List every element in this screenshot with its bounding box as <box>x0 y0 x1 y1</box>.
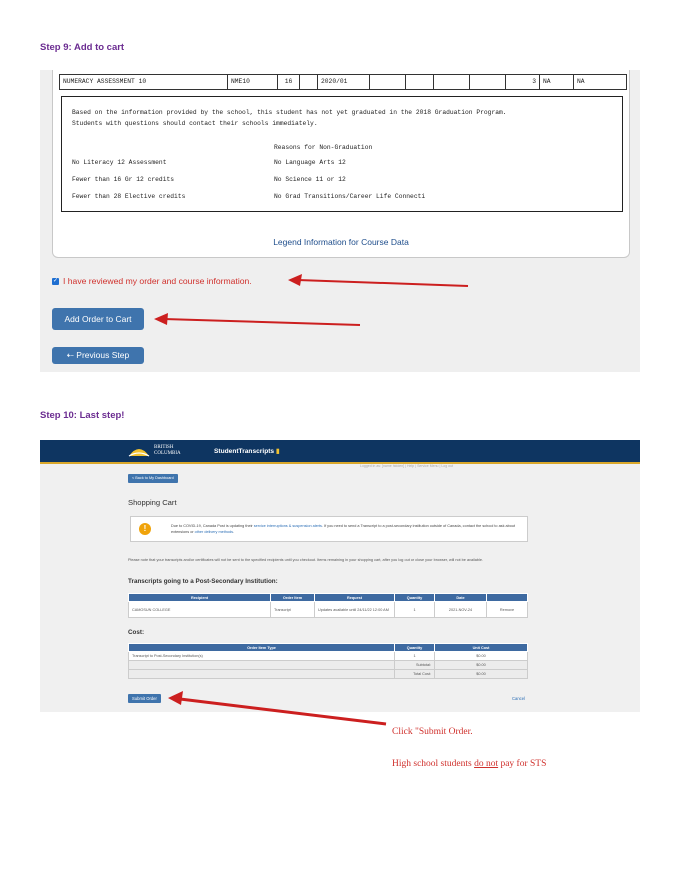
alert-text-part: . If you need to send a Transcript to a post-secondary institution outside of Canada, contact the school to ask about extensions or <box>171 524 516 534</box>
subtotal-value: $0.00 <box>435 661 528 670</box>
quantity-cell: 1 <box>395 602 435 618</box>
reason-right: No Grad Transitions/Career Life Connecti <box>274 193 426 200</box>
subtotal-label: Subtotal: <box>395 661 435 670</box>
students-note-part: pay for STS <box>498 759 547 769</box>
service-alerts-link[interactable]: service interruptions & suspension alerts <box>253 524 322 528</box>
reason-left: Fewer than 16 Gr 12 credits <box>72 176 175 183</box>
arrowhead-icon <box>168 691 183 705</box>
review-label: I have reviewed my order and course information. <box>63 276 252 286</box>
course-code-cell: NME10 <box>228 75 278 89</box>
document-icon: ▮ <box>275 448 280 455</box>
legend-link[interactable]: Legend Information for Course Data <box>273 237 409 247</box>
credits-cell: 16 <box>278 75 300 89</box>
na-cell: NA <box>540 75 574 89</box>
reasons-heading: Reasons for Non-Graduation <box>274 144 373 151</box>
message-line-2: Students with questions should contact their schools immediately. <box>72 120 318 127</box>
reason-right: No Science 11 or 12 <box>274 176 346 183</box>
add-order-to-cart-button[interactable]: Add Order to Cart <box>52 308 144 330</box>
psi-heading: Transcripts going to a Post-Secondary Institution: <box>128 578 278 585</box>
reason-left: Fewer than 28 Elective credits <box>72 193 186 200</box>
column-header: Unit Cost <box>435 644 528 652</box>
order-item-cell: Transcript <box>271 602 315 618</box>
students-note-part: High school students <box>392 759 475 769</box>
back-to-dashboard-button[interactable]: < Back to My Dashboard <box>128 474 178 483</box>
logo-line-1: BRITISH <box>154 445 174 450</box>
column-header: Quantity <box>395 644 435 652</box>
students-note-emphasis: do not <box>474 759 499 769</box>
step10-title: Step 10: Last step! <box>40 410 125 421</box>
column-header: Request <box>315 594 395 602</box>
column-header: Recipient <box>129 594 271 602</box>
reason-left: No Literacy 12 Assessment <box>72 159 167 166</box>
click-submit-note: Click "Submit Order. <box>392 727 473 737</box>
cancel-link[interactable]: Cancel <box>512 696 526 701</box>
reason-right: No Language Arts 12 <box>274 159 346 166</box>
submit-order-button[interactable]: Submit Order <box>128 694 161 703</box>
warning-icon: ! <box>139 523 151 535</box>
column-header: Order Item <box>271 594 315 602</box>
review-checkbox[interactable]: ✓ <box>52 277 59 284</box>
grade-cell: 3 <box>506 75 540 89</box>
logo-line-2: COLUMBIA <box>154 450 181 456</box>
shopping-cart-heading: Shopping Cart <box>128 498 177 507</box>
recipient-cell: CAMOSUN COLLEGE <box>129 602 271 618</box>
checkout-note: Please note that your transcripts and/or certificates will not be sent to the specified recipients until you checkout. Items remaining in your shopping cart, after you log out or close your browser, will not be available. <box>128 558 483 562</box>
column-header: Quantity <box>395 594 435 602</box>
app-title-text: StudentTranscripts <box>214 448 275 455</box>
account-links[interactable]: Logged in as: [name hidden] | Help | Service Menu | Log out <box>360 464 454 468</box>
cost-heading: Cost: <box>128 629 145 636</box>
alert-text-part: . <box>233 530 235 534</box>
students-note <box>392 759 546 769</box>
session-cell: 2020/01 <box>318 75 370 89</box>
remove-link[interactable]: Remove <box>487 602 528 618</box>
arrow-left-icon: ⇠ <box>66 350 74 360</box>
alert-text-part: Due to COVID-19, Canada Post is updating their <box>171 524 254 528</box>
total-label: Total Cost: <box>395 670 435 679</box>
request-cell: Updates available until 24/11/22 12:00 AM <box>315 602 395 618</box>
course-name-cell: NUMERACY ASSESSMENT 10 <box>60 75 228 89</box>
message-line-1: Based on the information provided by the school, this student has not yet graduated in the 2018 Graduation Program. <box>72 109 507 116</box>
arrow-to-submit <box>180 699 386 724</box>
date-cell: 2021-NOV-24 <box>435 602 487 618</box>
column-header: Date <box>435 594 487 602</box>
na-cell: NA <box>577 78 585 85</box>
delivery-methods-link[interactable]: other delivery methods <box>194 530 234 534</box>
previous-step-label: Previous Step <box>76 350 130 360</box>
column-header: Order Item Type <box>129 644 395 652</box>
total-value: $0.00 <box>435 670 528 679</box>
quantity-cell: 1 <box>395 652 435 661</box>
order-item-type-cell: Transcript to Post-Secondary Institution(s) <box>129 652 395 661</box>
step9-title: Step 9: Add to cart <box>40 42 125 53</box>
unit-cost-cell: $0.00 <box>435 652 528 661</box>
